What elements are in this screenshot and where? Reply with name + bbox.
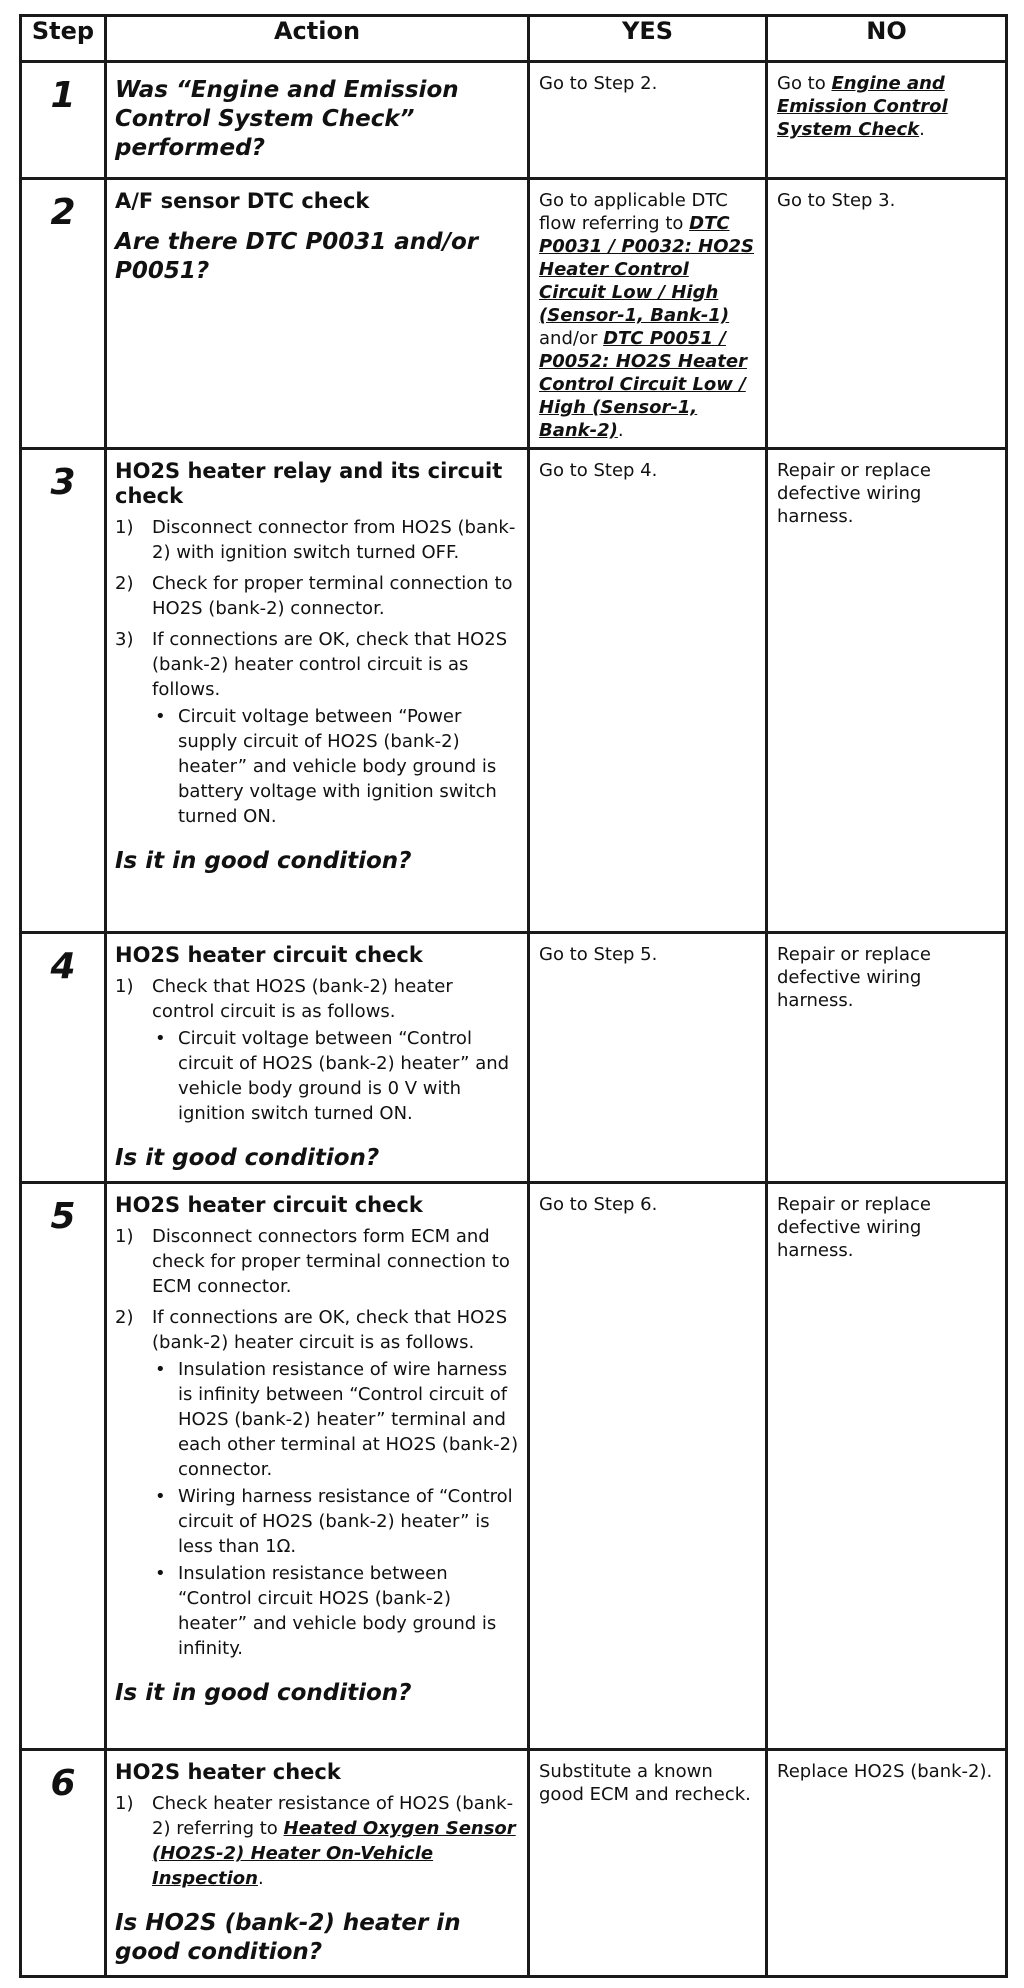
procedure-item — [115, 1305, 519, 1661]
procedure-number: 1) — [115, 517, 134, 538]
step-number: 4 — [21, 933, 106, 1183]
yes-cell: Substitute a known good ECM and recheck. — [529, 1750, 767, 1977]
header-no: NO — [767, 16, 1007, 62]
procedure-number: 1) — [115, 976, 134, 997]
bullet-icon: • — [155, 1563, 166, 1584]
procedure-number: 1) — [115, 1793, 134, 1814]
procedure-text: Disconnect connector from HO2S (bank-2) with ignition switch turned OFF. — [152, 517, 516, 563]
step-question: Are there DTC P0031 and/or P0051? — [115, 229, 479, 284]
procedure-text: If connections are OK, check that HO2S (bank-2) heater circuit is as follows. — [152, 1307, 508, 1353]
no-cell: Repair or replace defective wiring harness. — [767, 449, 1007, 933]
step-row-1 — [21, 62, 1007, 179]
no-cell: Go to Step 3. — [767, 179, 1007, 449]
bullet-list — [152, 1357, 519, 1661]
step-number: 6 — [21, 1750, 106, 1977]
action-cell — [106, 179, 529, 449]
step-question: Is it in good condition? — [115, 848, 412, 874]
procedure-number: 3) — [115, 629, 134, 650]
procedure-list — [115, 974, 519, 1126]
step-title: A/F sensor DTC check — [115, 189, 370, 213]
step-title: HO2S heater check — [115, 1760, 341, 1784]
yes-cell — [529, 179, 767, 449]
yes-text-mid: and/or — [539, 328, 604, 349]
bullet-text: Insulation resistance of wire harness is infinity between “Control circuit of HO2S (bank-2) heater” terminal and each other terminal at HO2S (bank-2) connector. — [178, 1359, 519, 1480]
no-cell: Replace HO2S (bank-2). — [767, 1750, 1007, 1977]
troubleshooting-document — [19, 14, 1005, 1978]
procedure-number: 1) — [115, 1226, 134, 1247]
bullet-text: Circuit voltage between “Power supply circuit of HO2S (bank-2) heater” and vehicle body ground is battery voltage with ignition switch turned ON. — [178, 706, 497, 827]
bullet-icon: • — [155, 1486, 166, 1507]
bullet-item — [152, 1026, 519, 1126]
reference-link[interactable]: DTC P0031 / P0032: HO2S Heater Control Circuit Low / High (Sensor-1, Bank-1) — [539, 213, 755, 326]
procedure-number: 2) — [115, 573, 134, 594]
bullet-text: Wiring harness resistance of “Control circuit of HO2S (bank-2) heater” is less than 1Ω. — [178, 1486, 513, 1557]
header-step: Step — [21, 16, 106, 62]
step-row-5 — [21, 1183, 1007, 1750]
diagnostic-table — [19, 14, 1008, 1978]
bullet-item — [152, 1484, 519, 1559]
step-title: HO2S heater relay and its circuit check — [115, 459, 503, 508]
step-number: 3 — [21, 449, 106, 933]
step-question: Is HO2S (bank-2) heater in good condition? — [115, 1910, 461, 1965]
action-cell — [106, 62, 529, 179]
action-cell — [106, 1183, 529, 1750]
step-row-6 — [21, 1750, 1007, 1977]
procedure-list — [115, 515, 519, 829]
action-cell — [106, 1750, 529, 1977]
step-row-3 — [21, 449, 1007, 933]
procedure-list — [115, 1224, 519, 1661]
step-number: 1 — [21, 62, 106, 179]
bullet-list — [152, 1026, 519, 1126]
procedure-number: 2) — [115, 1307, 134, 1328]
action-cell — [106, 933, 529, 1183]
procedure-text-suffix: . — [257, 1868, 264, 1889]
header-row — [21, 16, 1007, 62]
yes-cell: Go to Step 4. — [529, 449, 767, 933]
procedure-text: Disconnect connectors form ECM and check for proper terminal connection to ECM connector. — [152, 1226, 510, 1297]
procedure-item — [115, 1224, 519, 1299]
reference-link[interactable]: Engine and Emission Control System Check — [777, 73, 948, 140]
procedure-list — [115, 1791, 519, 1891]
procedure-item — [115, 515, 519, 565]
reference-link[interactable]: Heated Oxygen Sensor (HO2S-2) Heater On-Vehicle Inspection — [152, 1818, 516, 1889]
procedure-item — [115, 1791, 519, 1891]
procedure-item — [115, 571, 519, 621]
bullet-list — [152, 704, 519, 829]
yes-text-suffix: . — [617, 420, 624, 441]
step-title: HO2S heater circuit check — [115, 1193, 423, 1217]
step-title: HO2S heater circuit check — [115, 943, 423, 967]
bullet-item — [152, 1357, 519, 1482]
no-text-suffix: . — [919, 119, 925, 140]
reference-link[interactable]: DTC P0051 / P0052: HO2S Heater Control Circuit Low / High (Sensor-1, Bank-2) — [539, 328, 747, 441]
no-cell: Repair or replace defective wiring harness. — [767, 1183, 1007, 1750]
no-cell — [767, 62, 1007, 179]
no-cell: Repair or replace defective wiring harness. — [767, 933, 1007, 1183]
step-question: Was “Engine and Emission Control System Check” performed? — [115, 77, 459, 161]
step-row-4 — [21, 933, 1007, 1183]
bullet-text: Insulation resistance between “Control circuit HO2S (bank-2) heater” and vehicle body ground is infinity. — [178, 1563, 497, 1659]
bullet-item — [152, 1561, 519, 1661]
header-yes: YES — [529, 16, 767, 62]
procedure-item — [115, 627, 519, 829]
step-row-2 — [21, 179, 1007, 449]
procedure-item — [115, 974, 519, 1126]
step-number: 5 — [21, 1183, 106, 1750]
yes-cell: Go to Step 2. — [529, 62, 767, 179]
bullet-item — [152, 704, 519, 829]
yes-cell: Go to Step 6. — [529, 1183, 767, 1750]
yes-text: Go to applicable DTC flow referring to — [539, 190, 728, 234]
yes-cell: Go to Step 5. — [529, 933, 767, 1183]
procedure-text: Check that HO2S (bank-2) heater control circuit is as follows. — [152, 976, 453, 1022]
procedure-text: Check for proper terminal connection to HO2S (bank-2) connector. — [152, 573, 513, 619]
bullet-text: Circuit voltage between “Control circuit of HO2S (bank-2) heater” and vehicle body ground is 0 V with ignition switch turned ON. — [178, 1028, 510, 1124]
bullet-icon: • — [155, 706, 166, 727]
no-text: Go to — [777, 73, 832, 94]
procedure-text: Check heater resistance of HO2S (bank-2) referring to — [152, 1793, 514, 1839]
step-question: Is it good condition? — [115, 1145, 380, 1171]
bullet-icon: • — [155, 1028, 166, 1049]
procedure-text: If connections are OK, check that HO2S (bank-2) heater control circuit is as follows. — [152, 629, 508, 700]
bullet-icon: • — [155, 1359, 166, 1380]
step-question: Is it in good condition? — [115, 1680, 412, 1706]
step-number: 2 — [21, 179, 106, 449]
action-cell — [106, 449, 529, 933]
header-action: Action — [106, 16, 529, 62]
